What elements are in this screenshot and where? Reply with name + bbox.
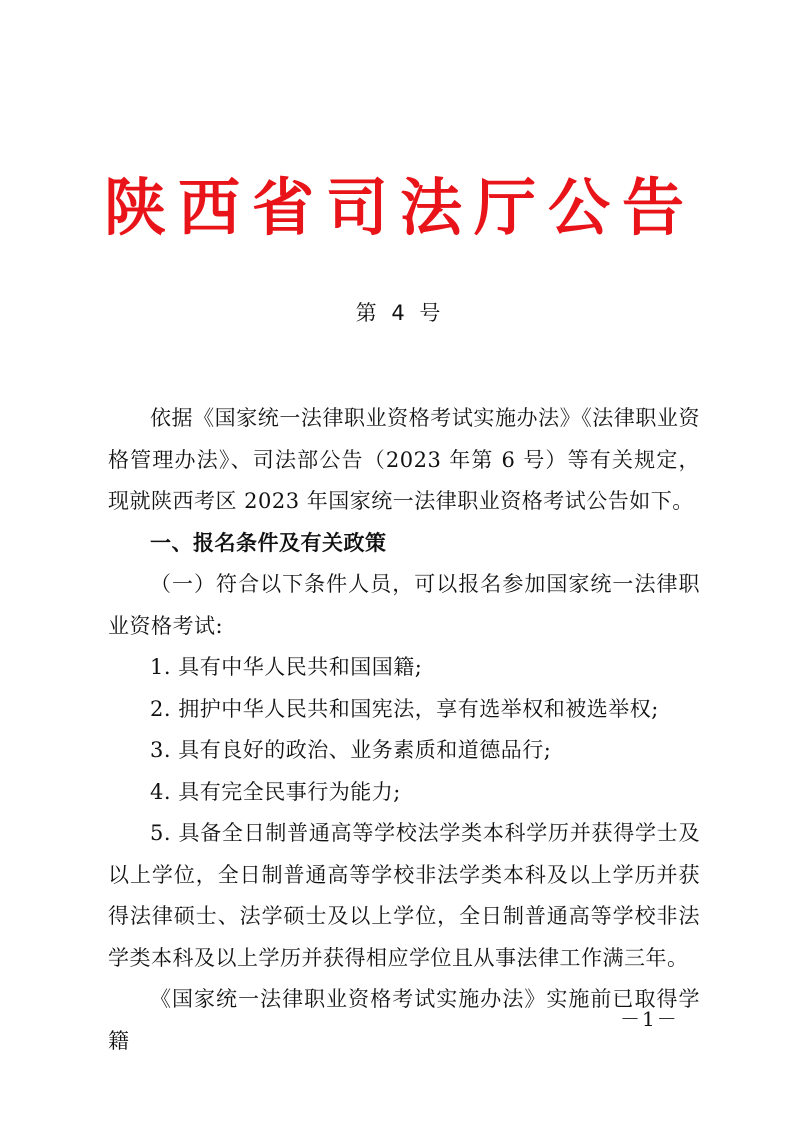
section-heading: 一、报名条件及有关政策: [150, 530, 387, 555]
intro-paragraph: 依据《国家统一法律职业资格考试实施办法》《法律职业资格管理办法》、司法部公告（2023 年第 6 号）等有关规定，现就陕西考区 2023 年国家统一法律职业资格考试公告如下。: [108, 406, 700, 513]
condition-item-1: 1. 具有中华人民共和国国籍;: [150, 655, 423, 679]
condition-item-4: 4. 具有完全民事行为能力;: [150, 779, 401, 804]
continuation-paragraph: 《国家统一法律职业资格考试实施办法》实施前已取得学籍: [108, 987, 700, 1053]
document-body: [108, 398, 700, 1062]
subsection-paragraph: （一）符合以下条件人员，可以报名参加国家统一法律职业资格考试:: [108, 572, 700, 638]
document-number: 第 4 号: [355, 301, 445, 325]
document-title: 陕西省司法厅公告: [103, 171, 696, 244]
condition-item-2: 2. 拥护中华人民共和国宪法，享有选举权和被选举权;: [150, 696, 659, 721]
condition-item-5: 5. 具备全日制普通高等学校法学类本科学历并获得学士及以上学位，全日制普通高等学校非法学类本科及以上学历并获得法律硕士、法学硕士及以上学位，全日制普通高等学校非法学类本科及以上学历并获得相应学位且从事法律工作满三年。: [108, 821, 700, 970]
page-number: －1－: [620, 1007, 679, 1031]
condition-item-3: 3. 具有良好的政治、业务素质和道德品行;: [150, 738, 552, 762]
